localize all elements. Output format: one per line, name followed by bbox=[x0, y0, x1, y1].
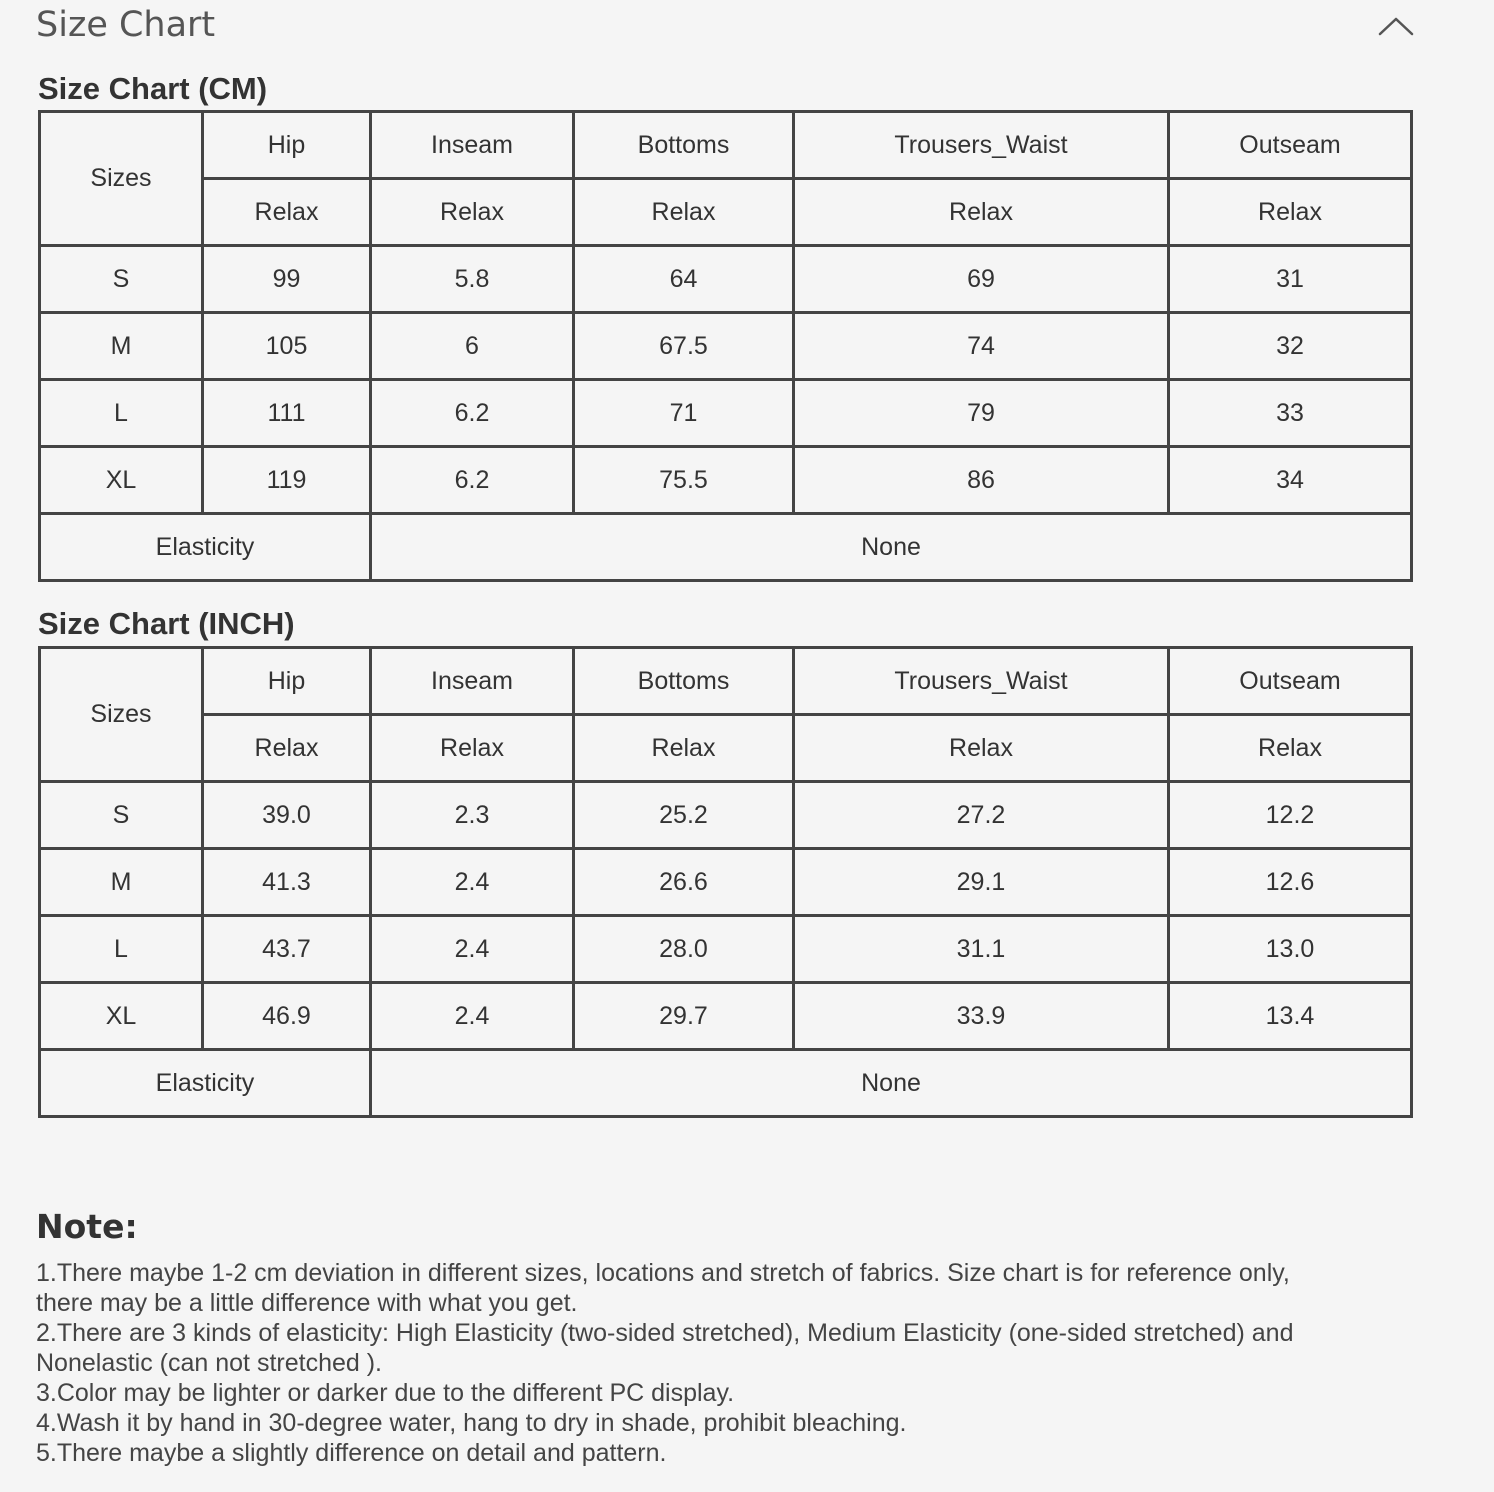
size-cell: L bbox=[40, 380, 203, 447]
table-row bbox=[40, 916, 1412, 983]
size-chart-panel-header[interactable] bbox=[36, 0, 1416, 50]
value-cell: 12.6 bbox=[1169, 849, 1412, 916]
note-line: there may be a little difference with what you get. bbox=[36, 1289, 578, 1317]
column-header-inseam: Inseam bbox=[371, 112, 574, 179]
elasticity-value: None bbox=[371, 514, 1412, 581]
table-subheader-row bbox=[40, 715, 1412, 782]
size-cell: M bbox=[40, 849, 203, 916]
column-header-bottoms: Bottoms bbox=[574, 112, 794, 179]
subheader-cell: Relax bbox=[794, 179, 1169, 246]
size-chart-cm-title: Size Chart (CM) bbox=[38, 71, 268, 106]
value-cell: 31 bbox=[1169, 246, 1412, 313]
column-header-outseam: Outseam bbox=[1169, 648, 1412, 715]
table-row bbox=[40, 313, 1412, 380]
value-cell: 33 bbox=[1169, 380, 1412, 447]
value-cell: 6 bbox=[371, 313, 574, 380]
size-cell: XL bbox=[40, 447, 203, 514]
size-cell: L bbox=[40, 916, 203, 983]
table-row bbox=[40, 849, 1412, 916]
value-cell: 2.3 bbox=[371, 782, 574, 849]
value-cell: 33.9 bbox=[794, 983, 1169, 1050]
value-cell: 6.2 bbox=[371, 447, 574, 514]
note-line: 2.There are 3 kinds of elasticity: High Elasticity (two-sided stretched), Medium Elasticity (one-sided stretched) and bbox=[36, 1319, 1294, 1347]
value-cell: 67.5 bbox=[574, 313, 794, 380]
subheader-cell: Relax bbox=[203, 715, 371, 782]
table-header-row bbox=[40, 648, 1412, 715]
note-line: 5.There maybe a slightly difference on detail and pattern. bbox=[36, 1439, 667, 1467]
elasticity-value: None bbox=[371, 1050, 1412, 1117]
value-cell: 13.4 bbox=[1169, 983, 1412, 1050]
subheader-cell: Relax bbox=[1169, 179, 1412, 246]
value-cell: 71 bbox=[574, 380, 794, 447]
elasticity-row bbox=[40, 1050, 1412, 1117]
column-header-inseam: Inseam bbox=[371, 648, 574, 715]
subheader-cell: Relax bbox=[1169, 715, 1412, 782]
sizes-header: Sizes bbox=[40, 112, 203, 246]
value-cell: 2.4 bbox=[371, 916, 574, 983]
size-chart-inch-table bbox=[38, 646, 1413, 1118]
subheader-cell: Relax bbox=[371, 179, 574, 246]
subheader-cell: Relax bbox=[203, 179, 371, 246]
table-row bbox=[40, 380, 1412, 447]
value-cell: 29.1 bbox=[794, 849, 1169, 916]
table-subheader-row bbox=[40, 179, 1412, 246]
subheader-cell: Relax bbox=[794, 715, 1169, 782]
elasticity-label: Elasticity bbox=[40, 1050, 371, 1117]
size-cell: XL bbox=[40, 983, 203, 1050]
note-line: 3.Color may be lighter or darker due to the different PC display. bbox=[36, 1379, 735, 1407]
value-cell: 6.2 bbox=[371, 380, 574, 447]
value-cell: 64 bbox=[574, 246, 794, 313]
table-header-row bbox=[40, 112, 1412, 179]
sizes-header: Sizes bbox=[40, 648, 203, 782]
value-cell: 69 bbox=[794, 246, 1169, 313]
column-header-trousers-waist: Trousers_Waist bbox=[794, 112, 1169, 179]
note-line: 1.There maybe 1-2 cm deviation in different sizes, locations and stretch of fabrics. Size chart is for reference only, bbox=[36, 1259, 1290, 1287]
size-cell: M bbox=[40, 313, 203, 380]
value-cell: 86 bbox=[794, 447, 1169, 514]
value-cell: 46.9 bbox=[203, 983, 371, 1050]
value-cell: 5.8 bbox=[371, 246, 574, 313]
value-cell: 27.2 bbox=[794, 782, 1169, 849]
value-cell: 2.4 bbox=[371, 983, 574, 1050]
size-cell: S bbox=[40, 782, 203, 849]
value-cell: 75.5 bbox=[574, 447, 794, 514]
value-cell: 28.0 bbox=[574, 916, 794, 983]
column-header-outseam: Outseam bbox=[1169, 112, 1412, 179]
size-chart-inch-title: Size Chart (INCH) bbox=[38, 606, 295, 641]
value-cell: 29.7 bbox=[574, 983, 794, 1050]
table-row bbox=[40, 782, 1412, 849]
value-cell: 43.7 bbox=[203, 916, 371, 983]
value-cell: 2.4 bbox=[371, 849, 574, 916]
value-cell: 32 bbox=[1169, 313, 1412, 380]
value-cell: 111 bbox=[203, 380, 371, 447]
note-block bbox=[36, 1204, 1436, 1468]
value-cell: 41.3 bbox=[203, 849, 371, 916]
note-line: Nonelastic (can not stretched ). bbox=[36, 1349, 382, 1377]
value-cell: 25.2 bbox=[574, 782, 794, 849]
elasticity-row bbox=[40, 514, 1412, 581]
value-cell: 12.2 bbox=[1169, 782, 1412, 849]
subheader-cell: Relax bbox=[371, 715, 574, 782]
value-cell: 105 bbox=[203, 313, 371, 380]
column-header-trousers-waist: Trousers_Waist bbox=[794, 648, 1169, 715]
subheader-cell: Relax bbox=[574, 179, 794, 246]
panel-title: Size Chart bbox=[36, 5, 216, 45]
value-cell: 119 bbox=[203, 447, 371, 514]
column-header-bottoms: Bottoms bbox=[574, 648, 794, 715]
column-header-hip: Hip bbox=[203, 648, 371, 715]
size-chart-cm-table bbox=[38, 110, 1413, 582]
table-row bbox=[40, 246, 1412, 313]
subheader-cell: Relax bbox=[574, 715, 794, 782]
value-cell: 31.1 bbox=[794, 916, 1169, 983]
value-cell: 39.0 bbox=[203, 782, 371, 849]
note-heading: Note: bbox=[36, 1207, 138, 1246]
value-cell: 26.6 bbox=[574, 849, 794, 916]
note-line: 4.Wash it by hand in 30-degree water, hang to dry in shade, prohibit bleaching. bbox=[36, 1409, 907, 1437]
chevron-up-icon[interactable] bbox=[1376, 8, 1416, 44]
column-header-hip: Hip bbox=[203, 112, 371, 179]
value-cell: 74 bbox=[794, 313, 1169, 380]
elasticity-label: Elasticity bbox=[40, 514, 371, 581]
value-cell: 99 bbox=[203, 246, 371, 313]
table-row bbox=[40, 447, 1412, 514]
value-cell: 34 bbox=[1169, 447, 1412, 514]
size-cell: S bbox=[40, 246, 203, 313]
value-cell: 79 bbox=[794, 380, 1169, 447]
value-cell: 13.0 bbox=[1169, 916, 1412, 983]
table-row bbox=[40, 983, 1412, 1050]
